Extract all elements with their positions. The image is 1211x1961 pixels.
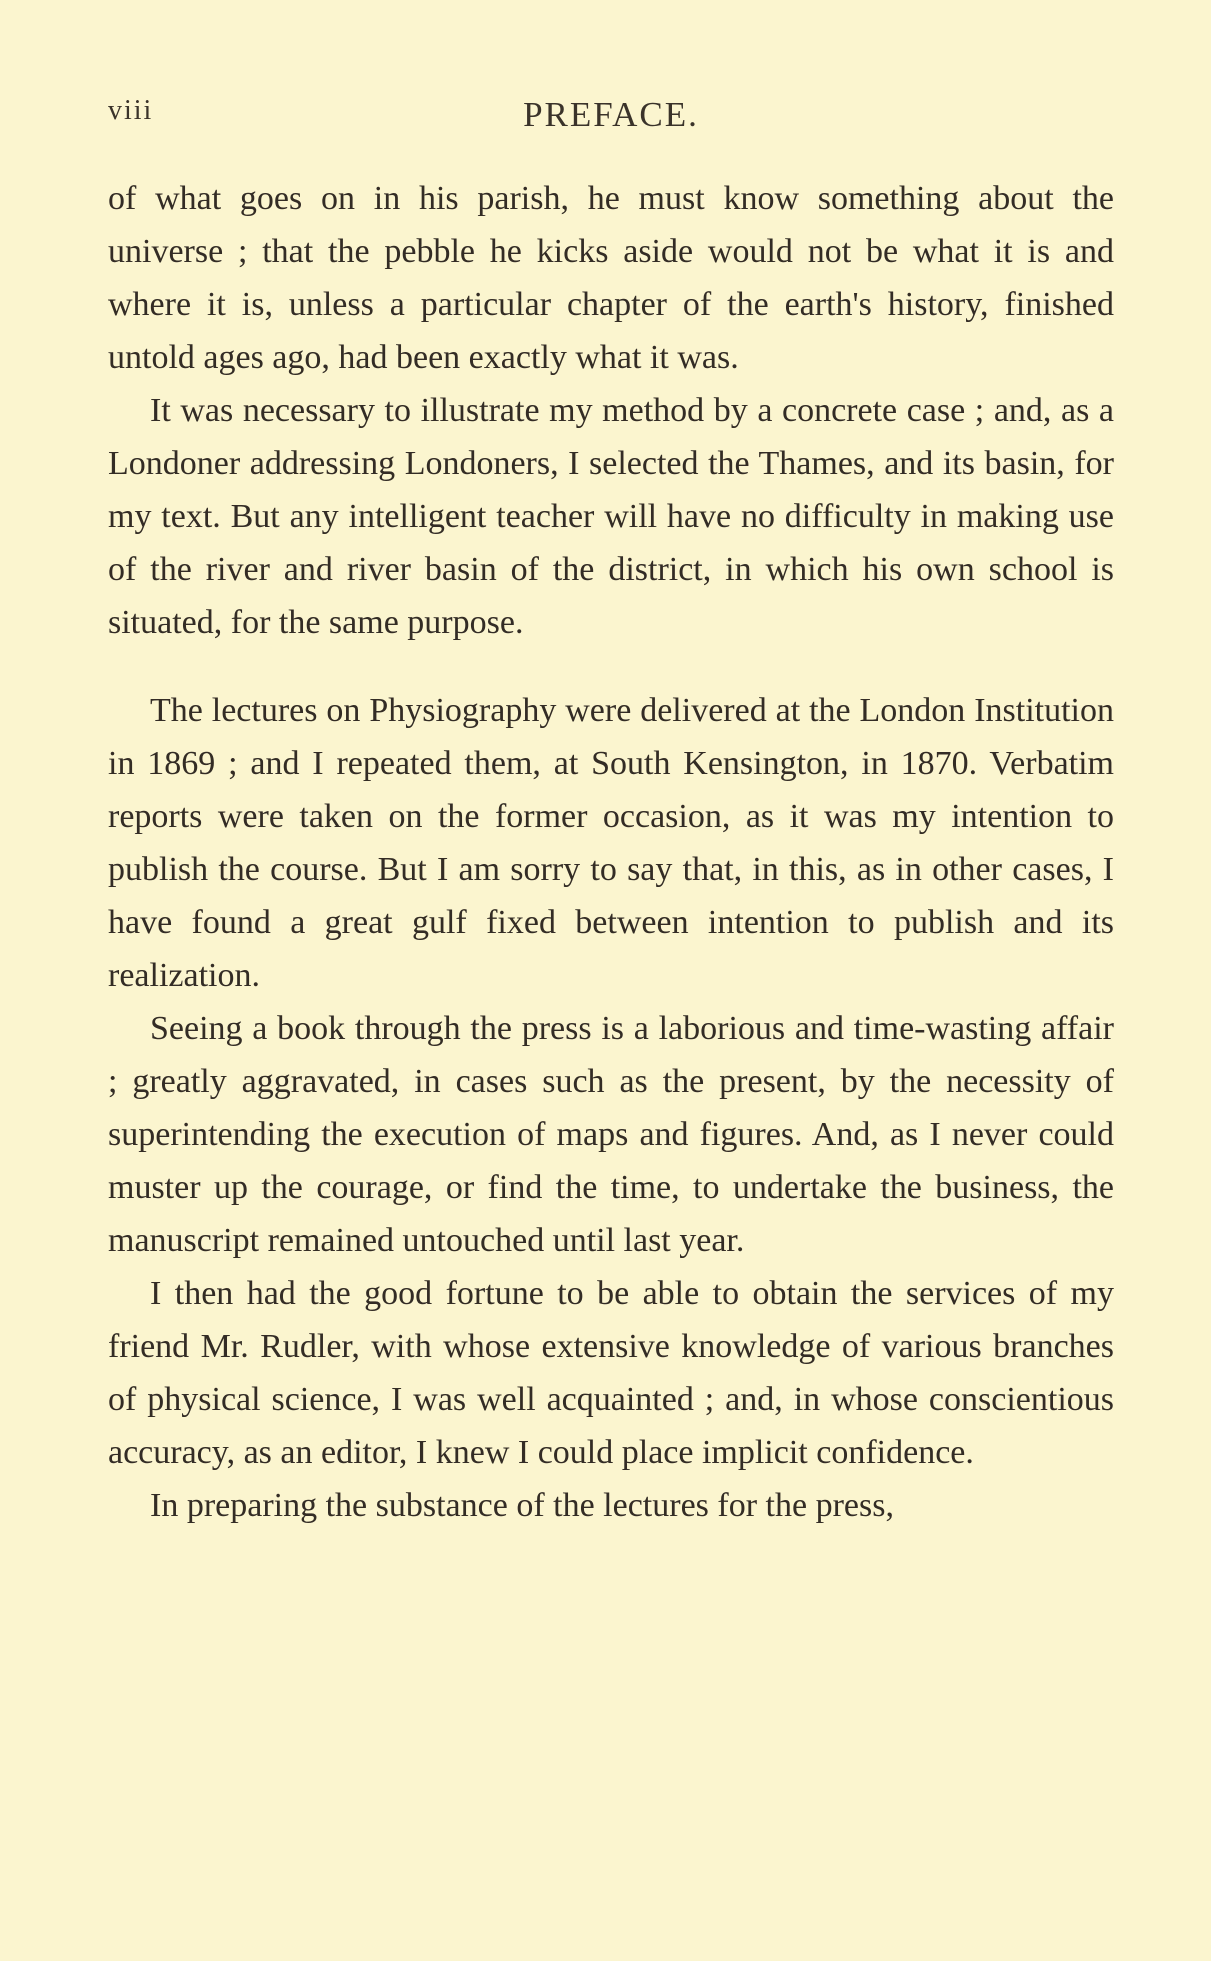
- paragraph-continuation: of what goes on in his parish, he must know something about the universe ; that the pebble he kicks aside would not be what it is and where it is, unless a particular chapter of the earth's history, finished untold ages ago, had been exactly what it was.: [108, 180, 1114, 376]
- paragraph-lectures-history: The lectures on Physiography were delivered at the London Institution in 1869 ; and I repeated them, at South Kensington, in 1870. Verbatim reports were taken on the former occasion, as it was my intention to publish the course. But I am sorry to say that, in this, as in other cases, I have found a great gulf fixed between intention to publish and its realization.: [108, 692, 1114, 994]
- paragraph-editor-rudler: I then had the good fortune to be able to obtain the services of my friend Mr. Rudler, with whose extensive knowledge of various branches of physical science, I was well acquainted ; and, in whose conscientious accuracy, as an editor, I knew I could place implicit confidence.: [108, 1275, 1114, 1471]
- running-title: PREFACE.: [523, 95, 699, 134]
- paragraph-method-illustration: It was necessary to illustrate my method by a concrete case ; and, as a Londoner addressing Londoners, I selected the Thames, and its basin, for my text. But any intelligent teacher will have no difficulty in making use of the river and river basin of the district, in which his own school is situated, for the same purpose.: [108, 392, 1114, 641]
- body-text: [108, 172, 1114, 1532]
- paragraph-publishing-difficulty: Seeing a book through the press is a laborious and time-wasting affair ; greatly aggravated, in cases such as the present, by the necessity of superintending the execution of maps and figures. And, as I never could muster up the courage, or find the time, to undertake the business, the manuscript remained untouched until last year.: [108, 1010, 1114, 1259]
- paragraph-preparing-press: In preparing the substance of the lectures for the press,: [150, 1487, 894, 1524]
- running-head: [108, 95, 1114, 145]
- page-number: viii: [108, 95, 154, 126]
